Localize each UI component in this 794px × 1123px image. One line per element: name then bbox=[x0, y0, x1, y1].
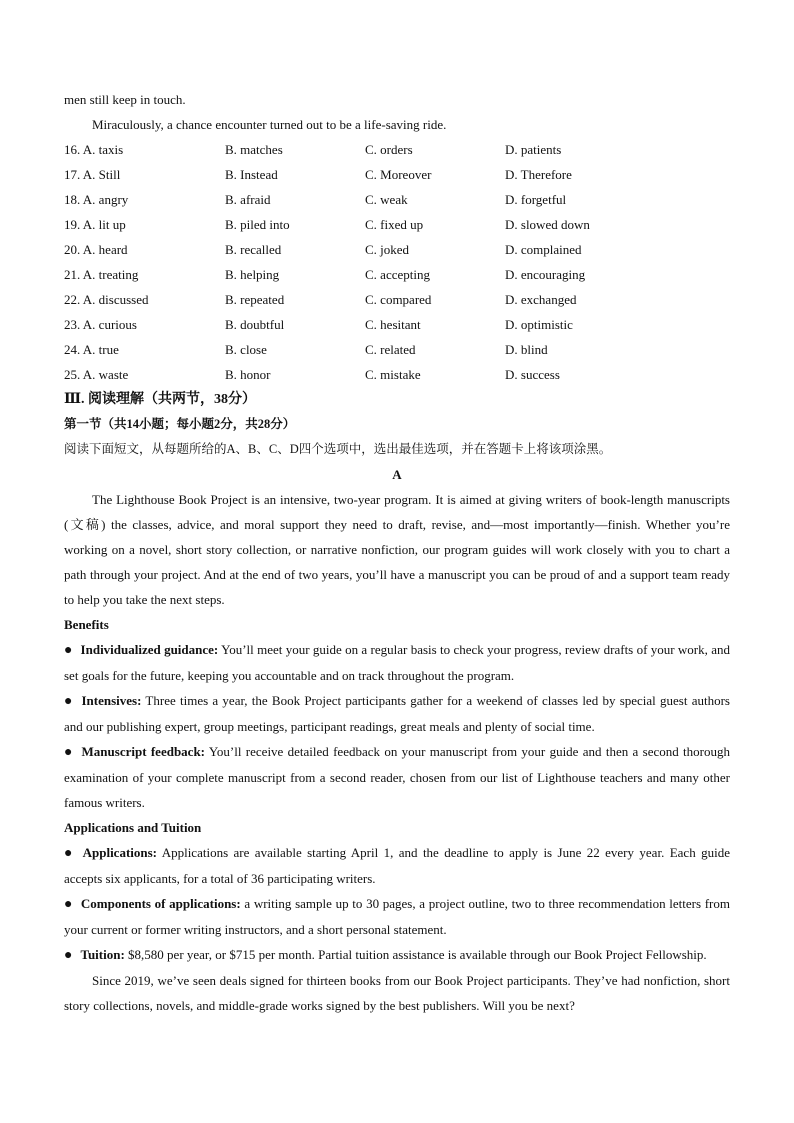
option-b: B. Instead bbox=[225, 167, 278, 182]
benefit-label: Manuscript feedback: bbox=[81, 744, 206, 759]
section-title: Ⅲ. 阅读理解（共两节，38分） bbox=[64, 392, 257, 407]
bullet-dot-icon: ● bbox=[64, 846, 75, 861]
option-a: 18. A. angry bbox=[64, 192, 129, 207]
option-row-25 bbox=[64, 362, 730, 387]
application-label: Components of applications: bbox=[80, 896, 241, 911]
benefit-item bbox=[64, 739, 730, 815]
option-b: B. repeated bbox=[225, 292, 285, 307]
option-row-21 bbox=[64, 262, 730, 287]
passage-intro: The Lighthouse Book Project is an intensive, two-year program. It is aimed at giving writers of book-length manuscripts (文稿) the classes, advice, and moral support they need to draft, revise, and—most importantly—finish. Whether you’re working on a novel, short story collection, or narrative nonfiction, our program guides will work closely with you to chart a path through your project. And at the end of two years, you’ll have a manuscript you can be proud of and a support team ready to help you take the next steps. bbox=[64, 492, 730, 607]
option-c: C. hesitant bbox=[365, 317, 421, 332]
option-d: D. exchanged bbox=[505, 292, 577, 307]
option-a: 22. A. discussed bbox=[64, 292, 149, 307]
intro-line-2: Miraculously, a chance encounter turned out to be a life-saving ride. bbox=[92, 117, 447, 132]
exam-page bbox=[64, 0, 730, 1018]
application-item bbox=[64, 942, 730, 968]
benefit-item bbox=[64, 637, 730, 688]
option-d: D. blind bbox=[505, 342, 548, 357]
instruction: 阅读下面短文，从每题所给的A、B、C、D四个选项中，选出最佳选项，并在答题卡上将该项涂黑。 bbox=[64, 442, 612, 456]
option-c: C. Moreover bbox=[365, 167, 432, 182]
option-row-20 bbox=[64, 237, 730, 262]
bullet-dot-icon: ● bbox=[64, 897, 73, 912]
benefit-text: Three times a year, the Book Project participants gather for a weekend of classes led by special guest authors and our publishing expert, group meetings, participant readings, great meals and plenty of social time. bbox=[64, 693, 730, 734]
closing-paragraph: Since 2019, we’ve seen deals signed for thirteen books from our Book Project participants. They’ve had nonfiction, short story collections, novels, and middle-grade works signed by the best publishers. Will you be next? bbox=[64, 973, 730, 1013]
option-row-23 bbox=[64, 312, 730, 337]
option-b: B. honor bbox=[225, 367, 271, 382]
option-d: D. Therefore bbox=[505, 167, 572, 182]
option-b: B. piled into bbox=[225, 217, 290, 232]
option-d: D. patients bbox=[505, 142, 562, 157]
option-c: C. related bbox=[365, 342, 416, 357]
passage-label: A bbox=[392, 467, 402, 482]
bullet-dot-icon: ● bbox=[64, 948, 73, 963]
option-a: 23. A. curious bbox=[64, 317, 137, 332]
option-c: C. fixed up bbox=[365, 217, 424, 232]
bullet-dot-icon: ● bbox=[64, 694, 74, 709]
option-c: C. accepting bbox=[365, 267, 430, 282]
option-d: D. slowed down bbox=[505, 217, 590, 232]
application-item bbox=[64, 891, 730, 942]
option-row-22 bbox=[64, 287, 730, 312]
option-b: B. recalled bbox=[225, 242, 282, 257]
applications-heading: Applications and Tuition bbox=[64, 820, 202, 835]
application-text: Applications are available starting April 1, and the deadline to apply is June 22 every year. Each guide accepts six applicants, for a total of 36 participating writers. bbox=[64, 845, 730, 886]
intro-line-1: men still keep in touch. bbox=[64, 92, 186, 107]
bullet-dot-icon: ● bbox=[64, 745, 74, 760]
benefits-heading: Benefits bbox=[64, 617, 109, 632]
subsection-title: 第一节（共14小题；每小题2分，共28分） bbox=[64, 417, 296, 431]
option-d: D. complained bbox=[505, 242, 582, 257]
option-row-24 bbox=[64, 337, 730, 362]
option-c: C. mistake bbox=[365, 367, 421, 382]
option-c: C. compared bbox=[365, 292, 432, 307]
option-d: D. success bbox=[505, 367, 560, 382]
options-list bbox=[64, 137, 730, 387]
option-d: D. encouraging bbox=[505, 267, 586, 282]
option-b: B. afraid bbox=[225, 192, 271, 207]
option-a: 21. A. treating bbox=[64, 267, 139, 282]
option-b: B. doubtful bbox=[225, 317, 285, 332]
application-item bbox=[64, 840, 730, 891]
option-a: 20. A. heard bbox=[64, 242, 128, 257]
option-row-19 bbox=[64, 212, 730, 237]
option-d: D. optimistic bbox=[505, 317, 573, 332]
option-a: 17. A. Still bbox=[64, 167, 121, 182]
application-label: Applications: bbox=[82, 845, 158, 860]
option-b: B. close bbox=[225, 342, 267, 357]
bullet-dot-icon: ● bbox=[64, 643, 73, 658]
application-text: a writing sample up to 30 pages, a project outline, two to three recommendation letters from your current or former writing instructors, and a short personal statement. bbox=[64, 896, 730, 937]
option-b: B. matches bbox=[225, 142, 283, 157]
option-b: B. helping bbox=[225, 267, 280, 282]
option-row-18 bbox=[64, 187, 730, 212]
benefit-text: You’ll receive detailed feedback on your manuscript from your guide and then a second thorough examination of your complete manuscript from a second reader, chosen from our list of Lighthouse teachers and many other famous writers. bbox=[64, 744, 730, 810]
benefit-label: Intensives: bbox=[81, 693, 142, 708]
option-c: C. orders bbox=[365, 142, 413, 157]
benefit-text: You’ll meet your guide on a regular basis to check your progress, review drafts of your work, and set goals for the future, keeping you accountable and on track throughout the program. bbox=[64, 642, 730, 683]
option-c: C. joked bbox=[365, 242, 410, 257]
option-row-17 bbox=[64, 162, 730, 187]
option-a: 16. A. taxis bbox=[64, 142, 124, 157]
option-a: 19. A. lit up bbox=[64, 217, 126, 232]
benefit-label: Individualized guidance: bbox=[80, 642, 219, 657]
option-a: 24. A. true bbox=[64, 342, 119, 357]
option-c: C. weak bbox=[365, 192, 408, 207]
option-d: D. forgetful bbox=[505, 192, 567, 207]
application-text: $8,580 per year, or $715 per month. Partial tuition assistance is available through our Book Project Fellowship. bbox=[124, 947, 707, 962]
application-label: Tuition: bbox=[80, 947, 125, 962]
option-a: 25. A. waste bbox=[64, 367, 129, 382]
option-row-16 bbox=[64, 137, 730, 162]
benefit-item bbox=[64, 688, 730, 739]
